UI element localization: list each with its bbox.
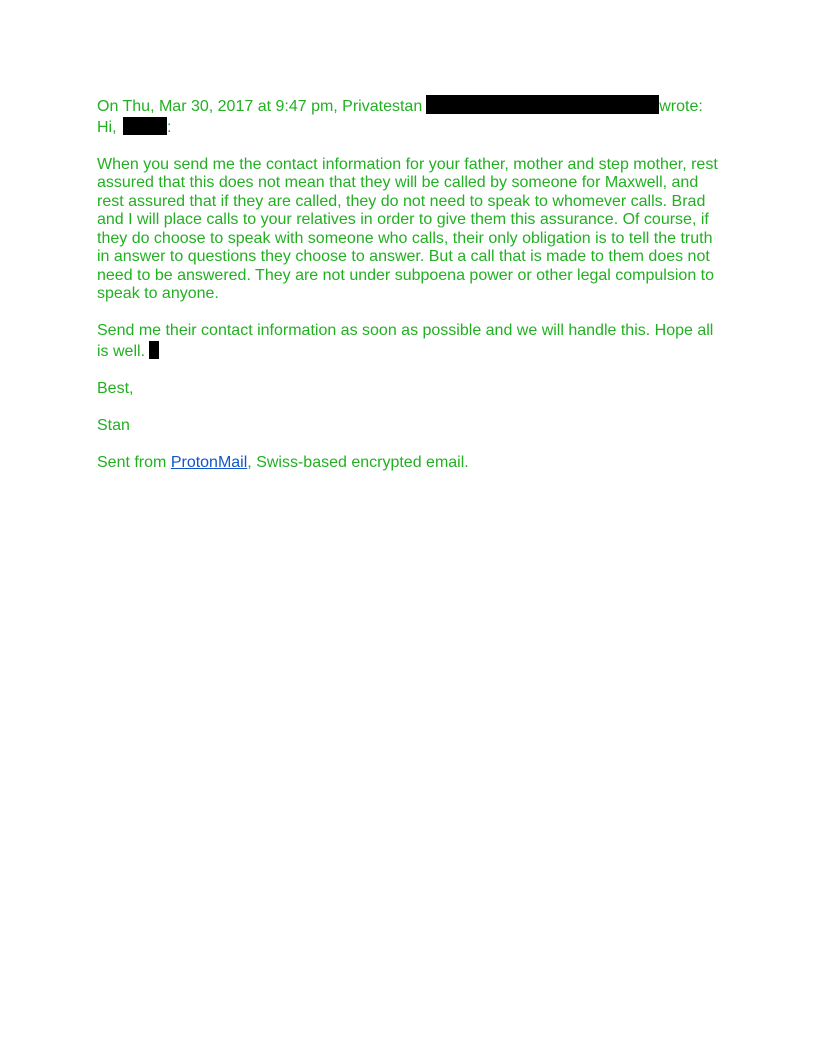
body-paragraph-1: When you send me the contact information for your father, mother and step mother, rest assured that this does not mean that they will be called by someone for Maxwell, and rest assured that if they are called, they do not need to speak to whomever calls. Brad and I will place calls to your relatives in order to give them this assurance. Of course, if they do choose to speak with someone who calls, their only obligation is to tell the truth in answer to questions they choose to answer. But a call that is made to them does not need to be answered. They are not under subpoena power or other legal compulsion to speak to anyone. [97, 155, 718, 302]
reply-header [97, 95, 727, 117]
footer-suffix: , Swiss-based encrypted email. [247, 453, 469, 471]
redacted-recipient-name [123, 117, 167, 135]
greeting [97, 117, 727, 138]
email-footer [97, 454, 727, 473]
email-document [97, 95, 727, 491]
body-paragraph-2 [97, 322, 727, 361]
protonmail-link[interactable]: ProtonMail [170, 453, 248, 471]
footer-prefix: Sent from [97, 453, 171, 471]
body-paragraph-2-text: Send me their contact information as soon as possible and we will handle this. Hope all is well. [97, 322, 714, 360]
redacted-email-address [426, 95, 659, 114]
reply-header-suffix: wrote: [659, 98, 703, 115]
signature: Stan [97, 416, 130, 434]
reply-header-prefix: On Thu, Mar 30, 2017 at 9:47 pm, Privatestan [97, 98, 423, 115]
greeting-suffix: : [167, 118, 172, 136]
redacted-initial [149, 341, 159, 359]
greeting-prefix: Hi, [97, 118, 117, 136]
closing-salutation: Best, [97, 379, 134, 397]
